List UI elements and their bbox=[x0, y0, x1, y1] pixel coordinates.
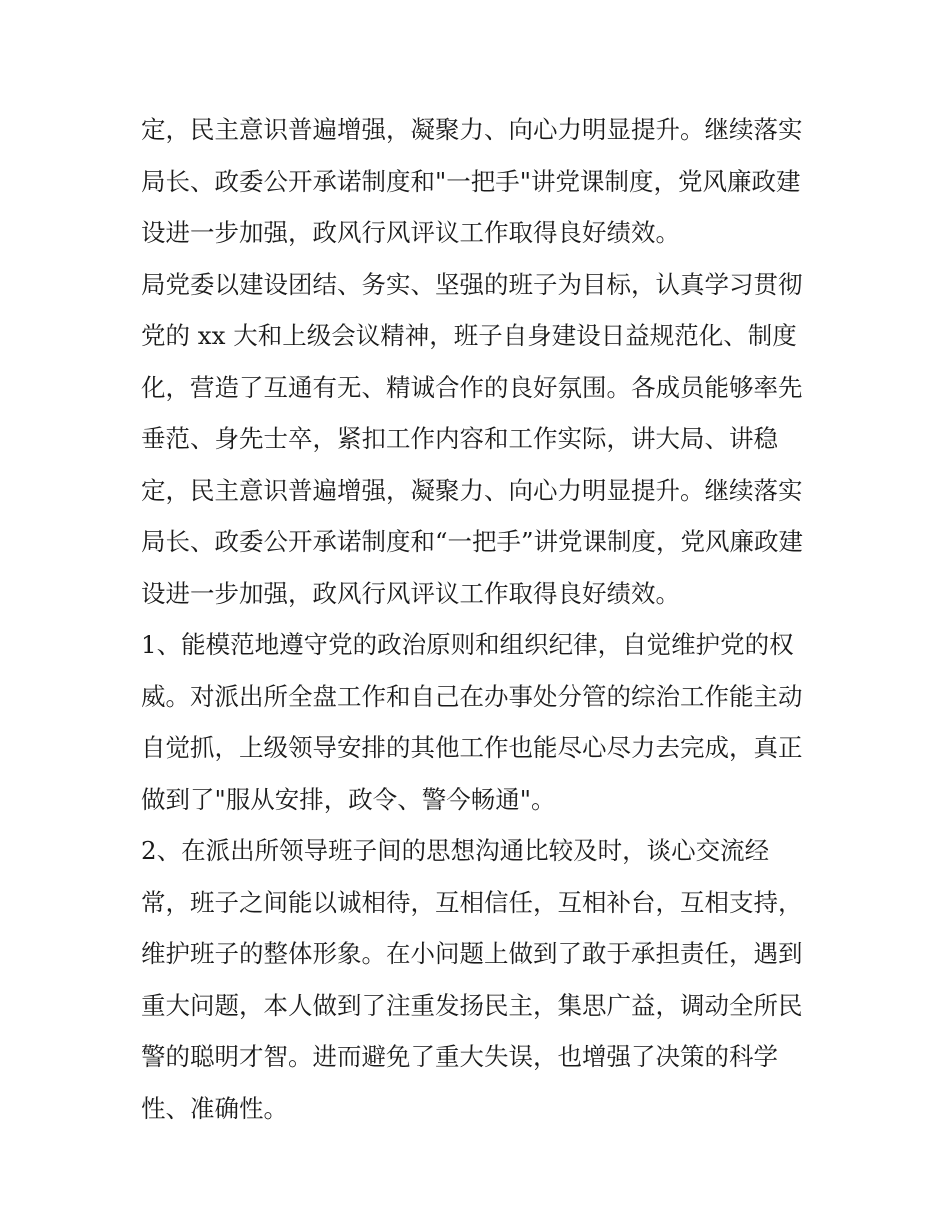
text-line: 化，营造了互通有无、精诚合作的良好氛围。各成员能够率先 bbox=[141, 372, 803, 402]
text-line: 定，民主意识普遍增强，凝聚力、向心力明显提升。继续落实 bbox=[141, 475, 803, 505]
text-line: 威。对派出所全盘工作和自己在办事处分管的综治工作能主动 bbox=[141, 681, 803, 711]
text-line: 局党委以建设团结、务实、坚强的班子为目标，认真学习贯彻 bbox=[141, 269, 803, 299]
text-line: 定，民主意识普遍增强，凝聚力、向心力明显提升。继续落实 bbox=[141, 115, 803, 144]
text-line: 局长、政委公开承诺制度和“一把手”讲党课制度，党风廉政建 bbox=[141, 527, 804, 556]
text-line: 局长、政委公开承诺制度和"一把手"讲党课制度，党风廉政建 bbox=[141, 166, 801, 196]
text-line: 2、在派出所领导班子间的思想沟通比较及时，谈心交流经 bbox=[141, 836, 770, 865]
text-line: 党的 xx 大和上级会议精神，班子自身建设日益规范化、制度 bbox=[141, 321, 797, 350]
text-line: 警的聪明才智。进而避免了重大失误，也增强了决策的科学 bbox=[141, 1042, 778, 1071]
text-line: 1、能模范地遵守党的政治原则和组织纪律，自觉维护党的权 bbox=[141, 630, 794, 659]
text-line: 设进一步加强，政风行风评议工作取得良好绩效。 bbox=[141, 578, 680, 608]
text-line: 重大问题，本人做到了注重发扬民主，集思广益，调动全所民 bbox=[141, 990, 803, 1020]
text-line: 设进一步加强，政风行风评议工作取得良好绩效。 bbox=[141, 218, 680, 247]
text-line: 维护班子的整体形象。在小问题上做到了敢于承担责任，遇到 bbox=[141, 939, 803, 968]
text-line: 做到了"服从安排，政令、警今畅通"。 bbox=[141, 784, 556, 814]
text-line: 自觉抓，上级领导安排的其他工作也能尽心尽力去完成，真正 bbox=[141, 733, 803, 762]
text-line: 常，班子之间能以诚相待，互相信任，互相补台，互相支持， bbox=[141, 887, 803, 917]
text-line: 垂范、身先士卒，紧扣工作内容和工作实际，讲大局、讲稳 bbox=[141, 424, 778, 453]
document-body bbox=[141, 104, 821, 1134]
text-line: 性、准确性。 bbox=[141, 1093, 288, 1123]
